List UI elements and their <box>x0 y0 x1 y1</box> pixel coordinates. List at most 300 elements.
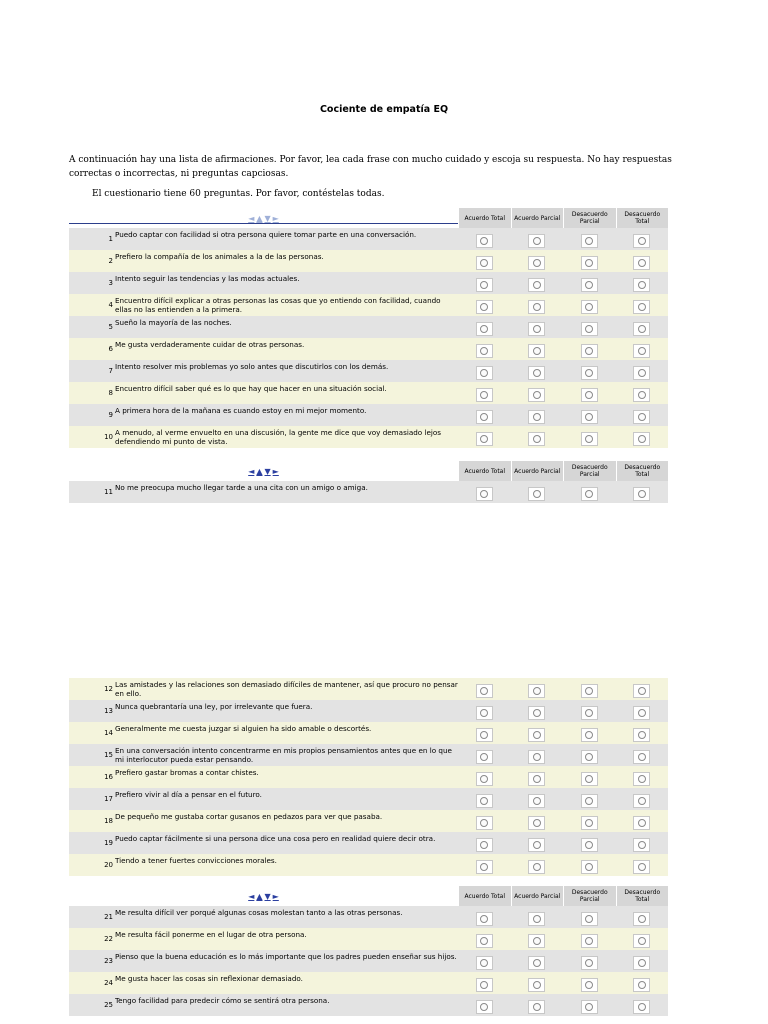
next-page-icon[interactable]: ► <box>272 891 279 901</box>
question-row <box>69 700 668 722</box>
radio-circle-icon[interactable] <box>480 369 488 377</box>
radio-circle-icon[interactable] <box>480 435 488 443</box>
option-cell <box>616 228 669 250</box>
radio-acuerdo-total[interactable] <box>476 772 493 786</box>
option-cell <box>458 950 511 972</box>
question-text: Tiendo a tener fuertes convicciones morales. <box>115 856 277 865</box>
radio-desacuerdo-parcial[interactable] <box>581 344 598 358</box>
radio-acuerdo-parcial[interactable] <box>528 410 545 424</box>
instructions-note: El cuestionario tiene 60 preguntas. Por favor, contéstelas todas. <box>92 189 385 199</box>
option-cell <box>458 382 511 404</box>
radio-acuerdo-total[interactable] <box>476 978 493 992</box>
radio-circle-icon[interactable] <box>585 753 593 761</box>
radio-acuerdo-total[interactable] <box>476 838 493 852</box>
radio-circle-icon[interactable] <box>585 413 593 421</box>
header-desacuerdo-total: Desacuerdo Total <box>617 886 669 906</box>
option-cell <box>616 338 669 360</box>
radio-circle-icon[interactable] <box>585 731 593 739</box>
radio-circle-icon[interactable] <box>533 915 541 923</box>
option-cell <box>616 316 669 338</box>
radio-circle-icon[interactable] <box>480 863 488 871</box>
radio-circle-icon[interactable] <box>480 959 488 967</box>
radio-circle-icon[interactable] <box>480 325 488 333</box>
radio-desacuerdo-parcial[interactable] <box>581 956 598 970</box>
radio-circle-icon[interactable] <box>638 413 646 421</box>
radio-circle-icon[interactable] <box>585 391 593 399</box>
option-cell <box>616 950 669 972</box>
radio-desacuerdo-parcial[interactable] <box>581 912 598 926</box>
radio-circle-icon[interactable] <box>533 959 541 967</box>
question-row <box>69 250 668 272</box>
radio-acuerdo-parcial[interactable] <box>528 388 545 402</box>
radio-circle-icon[interactable] <box>638 1003 646 1011</box>
radio-circle-icon[interactable] <box>585 325 593 333</box>
option-cell <box>563 272 616 294</box>
radio-circle-icon[interactable] <box>638 863 646 871</box>
radio-circle-icon[interactable] <box>533 490 541 498</box>
question-text: Encuentro difícil explicar a otras personas las cosas que yo entiendo con facilidad, cuando ellas no las entienden a la primera. <box>115 296 441 314</box>
radio-circle-icon[interactable] <box>533 325 541 333</box>
radio-circle-icon[interactable] <box>533 435 541 443</box>
radio-circle-icon[interactable] <box>480 841 488 849</box>
option-cell <box>511 338 564 360</box>
radio-acuerdo-total[interactable] <box>476 388 493 402</box>
radio-circle-icon[interactable] <box>585 775 593 783</box>
radio-acuerdo-parcial[interactable] <box>528 684 545 698</box>
radio-circle-icon[interactable] <box>638 435 646 443</box>
radio-circle-icon[interactable] <box>585 937 593 945</box>
option-cell <box>458 426 511 448</box>
option-cell <box>563 426 616 448</box>
radio-circle-icon[interactable] <box>480 347 488 355</box>
radio-acuerdo-total[interactable] <box>476 860 493 874</box>
radio-desacuerdo-total[interactable] <box>633 838 650 852</box>
radio-desacuerdo-total[interactable] <box>633 234 650 248</box>
radio-acuerdo-parcial[interactable] <box>528 772 545 786</box>
question-row <box>69 426 668 448</box>
option-cell <box>458 338 511 360</box>
radio-circle-icon[interactable] <box>638 775 646 783</box>
radio-desacuerdo-parcial[interactable] <box>581 322 598 336</box>
radio-desacuerdo-total[interactable] <box>633 684 650 698</box>
radio-circle-icon[interactable] <box>638 959 646 967</box>
question-number: 5 <box>108 323 113 331</box>
radio-acuerdo-parcial[interactable] <box>528 300 545 314</box>
option-cell <box>511 678 564 700</box>
radio-acuerdo-parcial[interactable] <box>528 322 545 336</box>
radio-circle-icon[interactable] <box>480 391 488 399</box>
radio-desacuerdo-parcial[interactable] <box>581 1000 598 1014</box>
radio-circle-icon[interactable] <box>585 915 593 923</box>
radio-desacuerdo-parcial[interactable] <box>581 934 598 948</box>
radio-acuerdo-total[interactable] <box>476 278 493 292</box>
radio-acuerdo-parcial[interactable] <box>528 816 545 830</box>
radio-circle-icon[interactable] <box>638 369 646 377</box>
question-number: 17 <box>104 795 113 803</box>
radio-acuerdo-parcial[interactable] <box>528 956 545 970</box>
question-number: 10 <box>104 433 113 441</box>
radio-desacuerdo-parcial[interactable] <box>581 728 598 742</box>
radio-circle-icon[interactable] <box>480 237 488 245</box>
radio-circle-icon[interactable] <box>533 237 541 245</box>
up-icon[interactable]: ▲ <box>256 891 263 901</box>
radio-circle-icon[interactable] <box>480 303 488 311</box>
radio-circle-icon[interactable] <box>585 797 593 805</box>
radio-desacuerdo-total[interactable] <box>633 1000 650 1014</box>
radio-desacuerdo-parcial[interactable] <box>581 388 598 402</box>
down-icon[interactable]: ▼ <box>264 891 271 901</box>
question-row <box>69 382 668 404</box>
option-cell <box>511 228 564 250</box>
radio-acuerdo-parcial[interactable] <box>528 794 545 808</box>
up-icon[interactable]: ▲ <box>256 466 263 476</box>
option-cell <box>563 854 616 876</box>
radio-circle-icon[interactable] <box>585 435 593 443</box>
next-page-icon[interactable]: ► <box>272 213 279 223</box>
radio-circle-icon[interactable] <box>533 753 541 761</box>
radio-acuerdo-total[interactable] <box>476 794 493 808</box>
radio-acuerdo-total[interactable] <box>476 728 493 742</box>
radio-desacuerdo-total[interactable] <box>633 956 650 970</box>
radio-circle-icon[interactable] <box>533 819 541 827</box>
radio-circle-icon[interactable] <box>533 347 541 355</box>
radio-circle-icon[interactable] <box>638 281 646 289</box>
radio-acuerdo-total[interactable] <box>476 706 493 720</box>
radio-circle-icon[interactable] <box>638 731 646 739</box>
radio-desacuerdo-total[interactable] <box>633 772 650 786</box>
radio-circle-icon[interactable] <box>638 490 646 498</box>
radio-circle-icon[interactable] <box>585 369 593 377</box>
radio-acuerdo-total[interactable] <box>476 912 493 926</box>
radio-circle-icon[interactable] <box>480 709 488 717</box>
option-cell <box>511 722 564 744</box>
question-text: Nunca quebrantaría una ley, por irrelevante que fuera. <box>115 702 313 711</box>
radio-desacuerdo-parcial[interactable] <box>581 860 598 874</box>
option-cell <box>511 994 564 1016</box>
radio-desacuerdo-total[interactable] <box>633 344 650 358</box>
radio-desacuerdo-total[interactable] <box>633 432 650 446</box>
radio-acuerdo-total[interactable] <box>476 234 493 248</box>
radio-acuerdo-total[interactable] <box>476 256 493 270</box>
question-number: 11 <box>104 488 113 496</box>
radio-desacuerdo-total[interactable] <box>633 860 650 874</box>
option-cell <box>511 382 564 404</box>
radio-circle-icon[interactable] <box>533 369 541 377</box>
radio-circle-icon[interactable] <box>480 797 488 805</box>
radio-circle-icon[interactable] <box>585 259 593 267</box>
radio-desacuerdo-parcial[interactable] <box>581 772 598 786</box>
question-number: 18 <box>104 817 113 825</box>
question-row <box>69 481 668 503</box>
option-cell <box>458 272 511 294</box>
radio-circle-icon[interactable] <box>638 937 646 945</box>
option-cell <box>458 810 511 832</box>
radio-circle-icon[interactable] <box>585 981 593 989</box>
question-number: 22 <box>104 935 113 943</box>
radio-circle-icon[interactable] <box>585 347 593 355</box>
up-icon[interactable]: ▲ <box>256 213 263 223</box>
radio-circle-icon[interactable] <box>585 1003 593 1011</box>
intro-text: A continuación hay una lista de afirmaciones. Por favor, lea cada frase con mucho cuidado y escoja su respuesta. No hay respuestas correctas o incorrectas, ni preguntas capciosas. <box>69 155 672 179</box>
radio-circle-icon[interactable] <box>480 915 488 923</box>
header-acuerdo-total: Acuerdo Total <box>459 886 511 906</box>
radio-desacuerdo-parcial[interactable] <box>581 487 598 501</box>
option-cell <box>511 810 564 832</box>
question-row <box>69 928 668 950</box>
radio-circle-icon[interactable] <box>638 347 646 355</box>
radio-circle-icon[interactable] <box>638 237 646 245</box>
radio-circle-icon[interactable] <box>533 709 541 717</box>
radio-acuerdo-parcial[interactable] <box>528 344 545 358</box>
radio-desacuerdo-total[interactable] <box>633 388 650 402</box>
radio-circle-icon[interactable] <box>533 391 541 399</box>
next-page-icon[interactable]: ► <box>272 466 279 476</box>
radio-acuerdo-parcial[interactable] <box>528 934 545 948</box>
radio-desacuerdo-total[interactable] <box>633 978 650 992</box>
radio-circle-icon[interactable] <box>480 687 488 695</box>
option-cell <box>563 766 616 788</box>
radio-circle-icon[interactable] <box>638 391 646 399</box>
question-text: Intento seguir las tendencias y las modas actuales. <box>115 274 300 283</box>
question-number: 3 <box>108 279 113 287</box>
radio-circle-icon[interactable] <box>585 863 593 871</box>
option-cell <box>511 360 564 382</box>
radio-circle-icon[interactable] <box>638 841 646 849</box>
radio-circle-icon[interactable] <box>638 303 646 311</box>
radio-desacuerdo-total[interactable] <box>633 912 650 926</box>
radio-desacuerdo-total[interactable] <box>633 487 650 501</box>
radio-acuerdo-total[interactable] <box>476 956 493 970</box>
radio-circle-icon[interactable] <box>533 1003 541 1011</box>
option-cell <box>616 722 669 744</box>
option-cell <box>616 360 669 382</box>
prev-page-icon[interactable]: ◄ <box>248 891 255 901</box>
radio-desacuerdo-parcial[interactable] <box>581 750 598 764</box>
radio-circle-icon[interactable] <box>533 281 541 289</box>
radio-desacuerdo-parcial[interactable] <box>581 234 598 248</box>
question-row <box>69 972 668 994</box>
radio-desacuerdo-total[interactable] <box>633 816 650 830</box>
radio-desacuerdo-parcial[interactable] <box>581 794 598 808</box>
option-cell <box>616 294 669 316</box>
question-number: 6 <box>108 345 113 353</box>
option-cell <box>563 338 616 360</box>
radio-circle-icon[interactable] <box>533 775 541 783</box>
radio-acuerdo-parcial[interactable] <box>528 1000 545 1014</box>
radio-circle-icon[interactable] <box>533 797 541 805</box>
radio-circle-icon[interactable] <box>638 797 646 805</box>
radio-desacuerdo-total[interactable] <box>633 750 650 764</box>
radio-circle-icon[interactable] <box>480 775 488 783</box>
radio-acuerdo-total[interactable] <box>476 934 493 948</box>
radio-acuerdo-total[interactable] <box>476 750 493 764</box>
question-row <box>69 360 668 382</box>
radio-circle-icon[interactable] <box>533 937 541 945</box>
question-rows <box>69 228 668 448</box>
question-text: Las amistades y las relaciones son demasiado difíciles de mantener, así que procuro no pensar en ello. <box>115 680 458 698</box>
question-row <box>69 294 668 316</box>
radio-desacuerdo-total[interactable] <box>633 706 650 720</box>
question-row <box>69 722 668 744</box>
radio-desacuerdo-parcial[interactable] <box>581 432 598 446</box>
option-cell <box>616 788 669 810</box>
radio-circle-icon[interactable] <box>533 303 541 311</box>
radio-circle-icon[interactable] <box>480 490 488 498</box>
radio-circle-icon[interactable] <box>585 237 593 245</box>
question-row <box>69 906 668 928</box>
question-row <box>69 744 668 766</box>
radio-acuerdo-parcial[interactable] <box>528 256 545 270</box>
radio-circle-icon[interactable] <box>480 753 488 761</box>
radio-circle-icon[interactable] <box>585 709 593 717</box>
option-cell <box>563 316 616 338</box>
nav-controls <box>69 208 458 228</box>
radio-circle-icon[interactable] <box>638 915 646 923</box>
option-cell <box>458 928 511 950</box>
radio-circle-icon[interactable] <box>638 819 646 827</box>
radio-acuerdo-total[interactable] <box>476 344 493 358</box>
question-number: 1 <box>108 235 113 243</box>
radio-desacuerdo-parcial[interactable] <box>581 410 598 424</box>
radio-desacuerdo-total[interactable] <box>633 300 650 314</box>
option-cell <box>511 972 564 994</box>
option-cell <box>616 481 669 503</box>
radio-acuerdo-parcial[interactable] <box>528 978 545 992</box>
radio-circle-icon[interactable] <box>585 303 593 311</box>
question-rows <box>69 678 668 876</box>
radio-circle-icon[interactable] <box>585 819 593 827</box>
radio-circle-icon[interactable] <box>480 981 488 989</box>
radio-acuerdo-total[interactable] <box>476 410 493 424</box>
radio-desacuerdo-total[interactable] <box>633 410 650 424</box>
radio-acuerdo-parcial[interactable] <box>528 838 545 852</box>
option-cell <box>616 404 669 426</box>
radio-desacuerdo-total[interactable] <box>633 256 650 270</box>
option-cell <box>616 382 669 404</box>
radio-acuerdo-parcial[interactable] <box>528 706 545 720</box>
radio-desacuerdo-total[interactable] <box>633 322 650 336</box>
table-header <box>69 886 668 906</box>
radio-circle-icon[interactable] <box>585 281 593 289</box>
radio-desacuerdo-total[interactable] <box>633 366 650 380</box>
radio-circle-icon[interactable] <box>533 259 541 267</box>
radio-circle-icon[interactable] <box>480 281 488 289</box>
radio-acuerdo-parcial[interactable] <box>528 487 545 501</box>
question-number: 14 <box>104 729 113 737</box>
radio-circle-icon[interactable] <box>533 981 541 989</box>
question-number: 19 <box>104 839 113 847</box>
option-cell <box>563 788 616 810</box>
option-cell <box>563 744 616 766</box>
prev-page-icon[interactable]: ◄ <box>248 213 255 223</box>
page-title: Cociente de empatía EQ <box>319 104 449 115</box>
question-text: Prefiero gastar bromas a contar chistes. <box>115 768 259 777</box>
radio-desacuerdo-parcial[interactable] <box>581 256 598 270</box>
radio-acuerdo-total[interactable] <box>476 300 493 314</box>
radio-circle-icon[interactable] <box>638 709 646 717</box>
radio-acuerdo-total[interactable] <box>476 366 493 380</box>
radio-circle-icon[interactable] <box>585 687 593 695</box>
radio-circle-icon[interactable] <box>585 959 593 967</box>
question-number: 21 <box>104 913 113 921</box>
radio-circle-icon[interactable] <box>585 490 593 498</box>
radio-acuerdo-parcial[interactable] <box>528 432 545 446</box>
radio-desacuerdo-parcial[interactable] <box>581 816 598 830</box>
radio-circle-icon[interactable] <box>480 819 488 827</box>
prev-page-icon[interactable]: ◄ <box>248 466 255 476</box>
radio-acuerdo-total[interactable] <box>476 322 493 336</box>
radio-circle-icon[interactable] <box>480 731 488 739</box>
radio-circle-icon[interactable] <box>533 731 541 739</box>
option-cell <box>511 788 564 810</box>
question-rows <box>69 906 668 1016</box>
radio-desacuerdo-parcial[interactable] <box>581 300 598 314</box>
radio-acuerdo-parcial[interactable] <box>528 366 545 380</box>
option-cell <box>458 360 511 382</box>
radio-acuerdo-total[interactable] <box>476 1000 493 1014</box>
radio-desacuerdo-parcial[interactable] <box>581 706 598 720</box>
radio-circle-icon[interactable] <box>480 1003 488 1011</box>
radio-acuerdo-parcial[interactable] <box>528 278 545 292</box>
radio-acuerdo-total[interactable] <box>476 816 493 830</box>
question-row <box>69 994 668 1016</box>
header-desacuerdo-total: Desacuerdo Total <box>617 461 669 481</box>
radio-acuerdo-parcial[interactable] <box>528 912 545 926</box>
question-text: Encuentro difícil saber qué es lo que hay que hacer en una situación social. <box>115 384 387 393</box>
question-text: Intento resolver mis problemas yo solo antes que discutirlos con los demás. <box>115 362 389 371</box>
radio-desacuerdo-parcial[interactable] <box>581 838 598 852</box>
radio-acuerdo-parcial[interactable] <box>528 728 545 742</box>
option-cell <box>563 481 616 503</box>
radio-circle-icon[interactable] <box>638 687 646 695</box>
radio-acuerdo-total[interactable] <box>476 432 493 446</box>
radio-desacuerdo-parcial[interactable] <box>581 684 598 698</box>
radio-circle-icon[interactable] <box>480 259 488 267</box>
question-number: 16 <box>104 773 113 781</box>
radio-desacuerdo-parcial[interactable] <box>581 366 598 380</box>
radio-circle-icon[interactable] <box>638 981 646 989</box>
option-cell <box>563 810 616 832</box>
radio-acuerdo-total[interactable] <box>476 487 493 501</box>
radio-acuerdo-parcial[interactable] <box>528 234 545 248</box>
radio-circle-icon[interactable] <box>638 753 646 761</box>
radio-circle-icon[interactable] <box>480 937 488 945</box>
radio-circle-icon[interactable] <box>533 687 541 695</box>
radio-desacuerdo-total[interactable] <box>633 728 650 742</box>
questionnaire-table-1 <box>69 208 668 448</box>
question-number: 4 <box>108 301 113 309</box>
radio-acuerdo-parcial[interactable] <box>528 750 545 764</box>
radio-desacuerdo-total[interactable] <box>633 794 650 808</box>
down-icon[interactable]: ▼ <box>264 213 271 223</box>
radio-desacuerdo-total[interactable] <box>633 934 650 948</box>
radio-circle-icon[interactable] <box>638 259 646 267</box>
radio-desacuerdo-parcial[interactable] <box>581 978 598 992</box>
radio-circle-icon[interactable] <box>533 413 541 421</box>
radio-desacuerdo-parcial[interactable] <box>581 278 598 292</box>
radio-acuerdo-parcial[interactable] <box>528 860 545 874</box>
radio-desacuerdo-total[interactable] <box>633 278 650 292</box>
radio-circle-icon[interactable] <box>638 325 646 333</box>
radio-circle-icon[interactable] <box>585 841 593 849</box>
radio-circle-icon[interactable] <box>533 863 541 871</box>
down-icon[interactable]: ▼ <box>264 466 271 476</box>
radio-acuerdo-total[interactable] <box>476 684 493 698</box>
radio-circle-icon[interactable] <box>480 413 488 421</box>
header-desacuerdo-parcial: Desacuerdo Parcial <box>564 461 616 481</box>
radio-circle-icon[interactable] <box>533 841 541 849</box>
question-row <box>69 404 668 426</box>
